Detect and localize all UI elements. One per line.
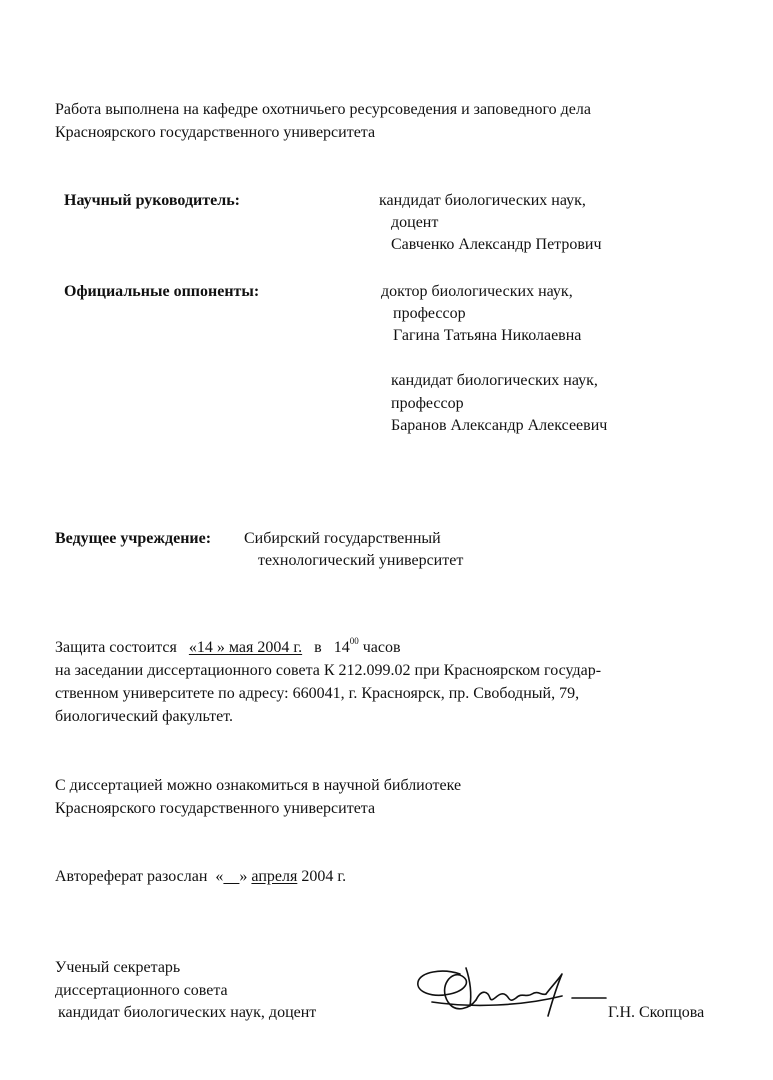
mailed-close-quote: » [239,868,248,885]
opponent-2-name: Баранов Александр Алексеевич [391,417,608,434]
lead-org-line-1: Сибирский государственный [244,530,441,547]
defense-line-1 [55,637,401,660]
opponents-label: Официальные оппоненты: [64,283,260,300]
signature-stroke-6 [432,996,562,1005]
mailed-year: 2004 г. [301,868,347,885]
opponent-1-title: профессор [393,305,466,322]
mailed-open-quote: « [215,868,224,885]
intro-line-2: Красноярского государственного университета [55,124,376,141]
signature-stroke-4 [546,974,562,1016]
supervisor-name: Савченко Александр Петрович [391,236,602,253]
signature-stroke-2 [466,968,471,1006]
supervisor-label: Научный руководитель: [64,192,240,209]
opponent-1-name: Гагина Татьяна Николаевна [393,327,582,344]
defense-date: «14 » мая 2004 г. [188,639,303,656]
defense-line-3: ственном университете по адресу: 660041, г. Красноярск, пр. Свободный, 79, [55,685,580,702]
supervisor-degree: кандидат биологических наук, [379,192,586,209]
mailed-day-blank [223,868,239,885]
secretary-line-2: диссертационного совета [55,982,228,999]
signature-image [412,958,612,1028]
lead-org-label: Ведущее учреждение: [55,530,212,547]
mailed-line [55,866,346,888]
lead-org-line-2: технологический университет [258,552,464,569]
defense-line-2: на заседании диссертационного совета К 212.099.02 при Красноярском государ- [55,662,602,679]
secretary-line-3: кандидат биологических наук, доцент [58,1004,317,1021]
secretary-line-1: Ученый секретарь [55,959,181,976]
secretary-name: Г.Н. Скопцова [608,1004,705,1021]
opponent-2-title: профессор [391,395,464,412]
signature-stroke-3 [476,992,546,1000]
defense-hours-word: часов [362,639,401,656]
defense-prefix: Защита состоится [55,639,177,656]
supervisor-title: доцент [391,214,439,231]
library-line-2: Красноярского государственного университета [55,800,376,817]
intro-line-1: Работа выполнена на кафедре охотничьего ресурсоведения и заповедного дела [55,101,591,118]
mailed-prefix: Автореферат разослан [55,868,208,885]
mailed-month: апреля [251,868,298,885]
defense-hour: 14 [333,639,350,656]
defense-at: в [314,639,322,656]
opponent-1-degree: доктор биологических наук, [381,283,573,300]
opponent-2-degree: кандидат биологических наук, [391,372,598,389]
defense-minutes: 00 [349,636,359,646]
defense-line-4: биологический факультет. [55,708,234,725]
library-line-1: С диссертацией можно ознакомиться в научной библиотеке [55,777,462,794]
